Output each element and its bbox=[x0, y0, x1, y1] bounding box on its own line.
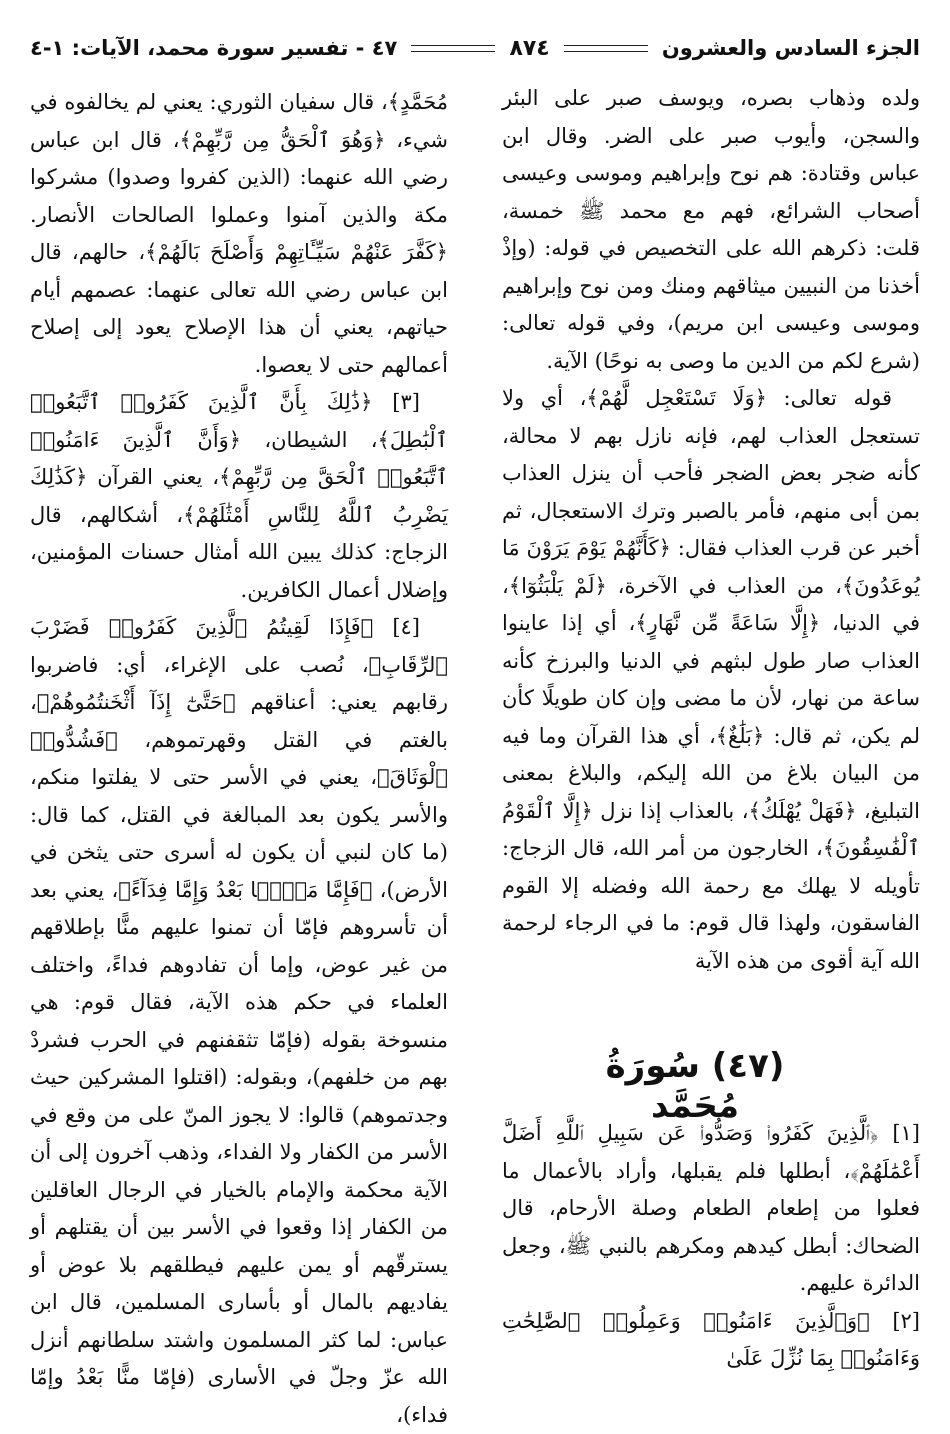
surah-title: (٤٧) سُورَةُ مُحَمَّد bbox=[605, 1046, 785, 1126]
right-paragraph-2: قوله تعالى: ﴿وَلَا تَسْتَعْجِل لَّهُمْ﴾، أي ولا تستعجل العذاب لهم، فإنه نازل بهم لا محالة، كأنه ضجر بعض الضجر فأحب أن ينزل العذاب بمن أبى منهم، فأمر بالصبر وترك الاستعجال، ثم أخبر عن قرب العذاب فقال: ﴿كَأَنَّهُمْ يَوْمَ يَرَوْنَ مَا يُوعَدُونَ﴾، من العذاب في الآخرة، ﴿لَمْ يَلْبَثُوٓا﴾، في الدنيا، ﴿إِلَّا سَاعَةً مِّن نَّهَارٍ﴾، أي إذا عاينوا العذاب صار طول لبثهم في الدنيا والبرزخ كأنه ساعة من نهار، لأن ما مضى وإن كان طويلًا كأن لم يكن، ثم قال: ﴿بَلَٰغٌ﴾، أي هذا القرآن وما فيه من البيان بلاغ من الله إليكم، والبلاغ بمعنى التبليغ، ﴿فَهَلْ يُهْلَكُ﴾، بالعذاب إذا نزل ﴿إِلَّا ٱلْقَوْمُ ٱلْفَٰسِقُونَ﴾، الخارجون من أمر الله، قال الزجاج: تأويله لا يهلك مع رحمة الله وفضله إلا القوم الفاسقون، ولهذا قال قوم: ما في الرجاء لرحمة الله آية أقوى من هذه الآية bbox=[502, 386, 920, 973]
right-paragraph-1: ولده وذهاب بصره، ويوسف صبر على البئر والسجن، وأيوب صبر على الضر. وقال ابن عباس وقتادة: هم نوح وإبراهيم وموسى وعيسى أصحاب الشرائع، فهم مع محمد ﷺ خمسة، قلت: ذكرهم الله على التخصيص في قوله: (وإذْ أخذنا من النبيين ميثاقهم ومنك ومن نوح وإبراهيم وموسى وعيسى ابن مريم)، وفي قوله تعالى: (شرع لكم من الدين ما وصى به نوحًا) الآية. bbox=[502, 86, 920, 373]
verse-4-commentary: [٤] ﴿فَإِذَا لَقِيتُمُ ٱلَّذِينَ كَفَرُوا۟ فَضَرْبَ ٱلرِّقَابِ﴾، نُصب على الإغراء، أي: فاضربوا رقابهم يعني: أعناقهم ﴿حَتَّىٰٓ إِذَآ أَثْخَنتُمُوهُمْ﴾، بالغتم في القتل وقهرتموهم، ﴿فَشُدُّوا۟ ٱلْوَثَاقَ﴾، يعني في الأسر حتى لا يفلتوا منكم، والأسر يكون بعد المبالغة في القتل، كما قال: (ما كان لنبي أن يكون له أسرى حتى يثخن في الأرض)، ﴿فَإِمَّا مَنًّۢا بَعْدُ وَإِمَّا فِدَآءً﴾، يعني بعد أن تأسروهم فإمّا أن تمنوا عليهم منًّا بإطلاقهم من غير عوض، وإما أن تفادوهم فداءً، واختلف العلماء في حكم هذه الآية، فقال قوم: هي منسوخة بقوله (فإمّا تثقفنهم في الحرب فشردْ بهم من خلفهم)، وبقوله: (اقتلوا المشركين حيث وجدتموهم) قالوا: لا يجوز المنّ على من وقع في الأسر من الكفار ولا الفداء، وذهب آخرون إلى أن الآية محكمة والإمام بالخيار في الرجال العاقلين من الكفار إذا وقعوا في الأسر بين أن يقتلهم أو يسترقّهم أو يمن عليهم فيطلقهم بلا عوض أو يفاديهم بالمال أو بأسارى المسلمين، قال ابن عباس: لما كثر المسلمون واشتد سلطانهم أنزل الله عزّ وجلّ في الأسارى (فإمّا منًّا بَعْدُ وإمّا فداء)، bbox=[30, 615, 449, 1427]
verse-3-commentary: [٣] ﴿ذَٰلِكَ بِأَنَّ ٱلَّذِينَ كَفَرُوا۟ ٱتَّبَعُوا۟ ٱلْبَٰطِلَ﴾، الشيطان، ﴿وَأَنَّ ٱلَّذِينَ ءَامَنُوا۟ ٱتَّبَعُوا۟ ٱلْحَقَّ مِن رَّبِّهِمْ﴾، يعني القرآن ﴿كَذَٰلِكَ يَضْرِبُ ٱللَّهُ لِلنَّاسِ أَمْثَٰلَهُمْ﴾، أشكالهم، قال الزجاج: كذلك يبين الله أمثال حسنات المؤمنين، وإضلال أعمال الكافرين. bbox=[30, 390, 448, 602]
part-title: الجزء السادس والعشرون bbox=[661, 36, 920, 60]
left-paragraph-1: مُحَمَّدٍ﴾، قال سفيان الثوري: يعني لم يخالفوه في شيء، ﴿وَهُوَ ٱلْحَقُّ مِن رَّبِّهِمْ﴾، قال ابن عباس رضي الله عنهما: (الذين كفروا وصدوا) مشركوا مكة والذين آمنوا وعملوا الصالحات الأنصار. ﴿كَفَّرَ عَنْهُمْ سَيِّـَٔاتِهِمْ وَأَصْلَحَ بَالَهُمْ﴾، حالهم، قال ابن عباس رضي الله تعالى عنهما: عصمهم أيام حياتهم، يعني أن هذا الإصلاح يعود إلى إصلاح أعمالهم حتى لا يعصوا. bbox=[30, 90, 448, 377]
right-column-bottom bbox=[502, 1115, 920, 1378]
page-number: ٨٧٤ bbox=[509, 35, 550, 61]
verse-1-commentary: [١] ﴿ٱلَّذِينَ كَفَرُوا۟ وَصَدُّوا۟ عَن سَبِيلِ ٱللَّهِ أَضَلَّ أَعْمَٰلَهُمْ﴾، أبطلها فلم يقبلها، وأراد بالأعمال ما فعلوا من إطعام الطعام وصلة الأرحام، قال الضحاك: أبطل كيدهم ومكرهم بالنبي ﷺ، وجعل الدائرة عليهم. bbox=[502, 1121, 920, 1295]
left-column bbox=[30, 84, 448, 1434]
header-rule-right bbox=[564, 45, 648, 52]
header-rule-left bbox=[411, 45, 495, 52]
surah-reference: ٤٧ - تفسير سورة محمد، الآيات: ١-٤ bbox=[30, 36, 398, 60]
right-column bbox=[502, 80, 920, 980]
page-header bbox=[30, 26, 920, 70]
verse-2-commentary: [٢] ﴿وَٱلَّذِينَ ءَامَنُوا۟ وَعَمِلُوا۟ ٱلصَّٰلِحَٰتِ وَءَامَنُوا۟ بِمَا نُزِّلَ عَلَىٰ bbox=[502, 1308, 920, 1370]
